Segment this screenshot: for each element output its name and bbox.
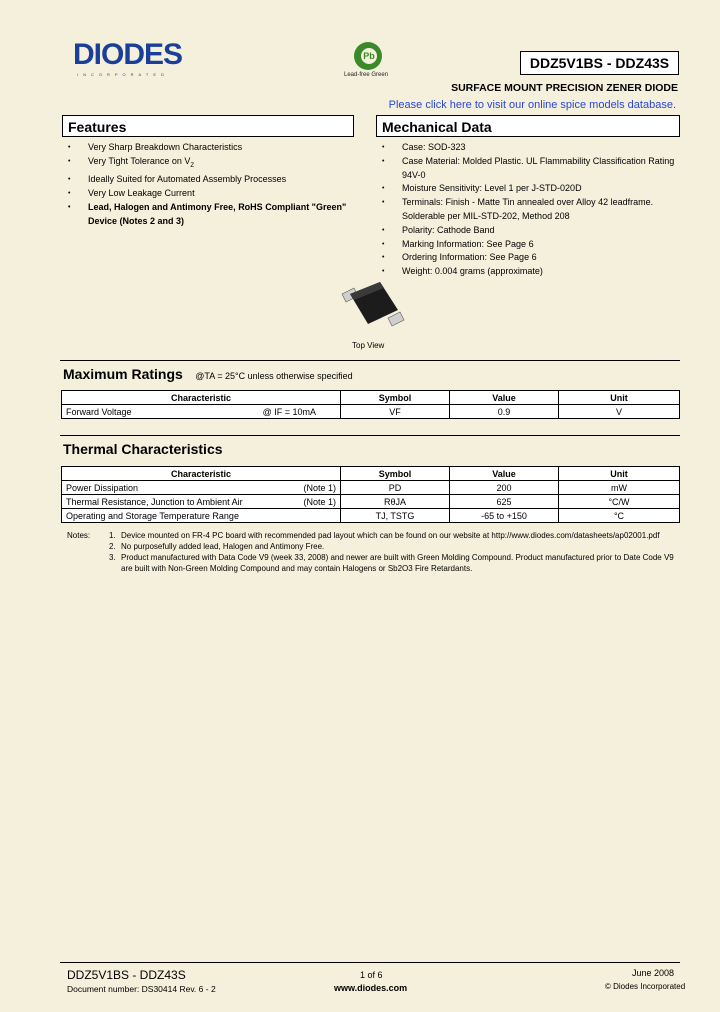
notes-section bbox=[67, 530, 680, 575]
footer-part: DDZ5V1BS - DDZ43S bbox=[67, 968, 186, 982]
features-title: Features bbox=[62, 115, 354, 137]
footer-date: June 2008 bbox=[632, 968, 675, 978]
mechanical-item: • Weight: 0.004 grams (approximate) bbox=[376, 265, 680, 279]
thermal-divider bbox=[60, 435, 680, 436]
cell-symbol: TJ, TSTG bbox=[341, 509, 450, 523]
footer-divider bbox=[60, 962, 680, 963]
thermal-table bbox=[61, 466, 680, 523]
mechanical-item: • Marking Information: See Page 6 bbox=[376, 238, 680, 252]
company-logo-subtitle: INCORPORATED bbox=[77, 72, 169, 77]
cell-value: -65 to +150 bbox=[450, 509, 559, 523]
mechanical-item: • Polarity: Cathode Band bbox=[376, 224, 680, 238]
feature-item: • Ideally Suited for Automated Assembly Processes bbox=[62, 173, 354, 187]
cell-value: 0.9 bbox=[450, 405, 559, 419]
notes-list bbox=[109, 530, 677, 574]
table-row bbox=[62, 509, 680, 523]
feature-item: • Lead, Halogen and Antimony Free, RoHS Compliant "Green" Device (Notes 2 and 3) bbox=[62, 201, 354, 229]
lead-free-label: Lead-free Green bbox=[344, 72, 389, 78]
mechanical-list bbox=[376, 141, 680, 279]
feature-item: • Very Sharp Breakdown Characteristics bbox=[62, 141, 354, 155]
mechanical-item: • Moisture Sensitivity: Level 1 per J-STD-020D bbox=[376, 182, 680, 196]
mechanical-item: • Case: SOD-323 bbox=[376, 141, 680, 155]
package-sod323-image bbox=[340, 282, 410, 332]
table-row bbox=[62, 405, 680, 419]
features-list bbox=[62, 141, 354, 229]
mechanical-item: • Ordering Information: See Page 6 bbox=[376, 251, 680, 265]
cell-symbol: PD bbox=[341, 481, 450, 495]
top-view-label: Top View bbox=[352, 341, 385, 350]
max-ratings-condition: @TA = 25°C unless otherwise specified bbox=[195, 371, 353, 381]
col-characteristic: Characteristic bbox=[62, 467, 341, 481]
footer-page: 1 of 6 bbox=[360, 970, 383, 980]
table-row bbox=[62, 495, 680, 509]
cell-symbol: VF bbox=[341, 405, 450, 419]
col-characteristic: Characteristic bbox=[62, 391, 341, 405]
cell-characteristic: Thermal Resistance, Junction to Ambient Air (Note 1) bbox=[62, 495, 341, 509]
cell-characteristic: Operating and Storage Temperature Range bbox=[62, 509, 341, 523]
cell-unit: °C bbox=[559, 509, 680, 523]
max-ratings-header bbox=[63, 366, 353, 384]
feature-item: • Very Low Leakage Current bbox=[62, 187, 354, 201]
col-symbol: Symbol bbox=[341, 467, 450, 481]
cell-symbol: RθJA bbox=[341, 495, 450, 509]
company-logo: DIODES bbox=[73, 38, 183, 71]
cell-characteristic: Forward Voltage @ IF = 10mA bbox=[62, 405, 341, 419]
thermal-title: Thermal Characteristics bbox=[63, 441, 223, 457]
table-row bbox=[62, 481, 680, 495]
cell-characteristic: Power Dissipation (Note 1) bbox=[62, 481, 341, 495]
spice-models-link[interactable]: Please click here to visit our online spice models database. bbox=[388, 99, 676, 111]
col-value: Value bbox=[450, 391, 559, 405]
mechanical-item: • Terminals: Finish - Matte Tin annealed over Alloy 42 leadframe. Solderable per MIL-STD-202, Method 208 bbox=[376, 196, 680, 224]
table-header-row bbox=[62, 391, 680, 405]
cell-unit: °C/W bbox=[559, 495, 680, 509]
mechanical-title: Mechanical Data bbox=[376, 115, 680, 137]
notes-label: Notes: bbox=[67, 531, 91, 540]
col-unit: Unit bbox=[559, 391, 680, 405]
footer-copyright: © Diodes Incorporated bbox=[605, 982, 686, 991]
max-ratings-table bbox=[61, 390, 680, 419]
part-title: DDZ5V1BS - DDZ43S bbox=[520, 51, 679, 75]
note-item: 2. No purposefully added lead, Halogen and Antimony Free. bbox=[109, 542, 325, 551]
product-subtitle: SURFACE MOUNT PRECISION ZENER DIODE bbox=[451, 82, 678, 94]
footer-doc-number: Document number: DS30414 Rev. 6 - 2 bbox=[67, 984, 216, 994]
lead-free-badge-text: Pb bbox=[361, 48, 377, 64]
footer-website-link[interactable]: www.diodes.com bbox=[334, 983, 408, 993]
cell-unit: V bbox=[559, 405, 680, 419]
col-value: Value bbox=[450, 467, 559, 481]
cell-value: 625 bbox=[450, 495, 559, 509]
col-symbol: Symbol bbox=[341, 391, 450, 405]
note-item: 3. Product manufactured with Data Code V9 (week 33, 2008) and newer are built with Green Molding Compound. Product manufactured prior to Date Code V9 are built with Non-Green Molding Compound and may contain Halogens or Sb2O3 Fire Retardants. bbox=[109, 553, 674, 573]
col-unit: Unit bbox=[559, 467, 680, 481]
max-ratings-title: Maximum Ratings bbox=[63, 366, 183, 382]
note-item: 1. Device mounted on FR-4 PC board with recommended pad layout which can be found on our website at http://www.diodes.com/datasheets/ap02001.pdf bbox=[109, 531, 660, 540]
feature-item: • Very Tight Tolerance on $V_Z$ bbox=[62, 155, 354, 174]
cell-unit: mW bbox=[559, 481, 680, 495]
cell-value: 200 bbox=[450, 481, 559, 495]
table-header-row bbox=[62, 467, 680, 481]
mechanical-item: • Case Material: Molded Plastic. UL Flammability Classification Rating 94V-0 bbox=[376, 155, 680, 183]
max-ratings-divider bbox=[60, 360, 680, 361]
